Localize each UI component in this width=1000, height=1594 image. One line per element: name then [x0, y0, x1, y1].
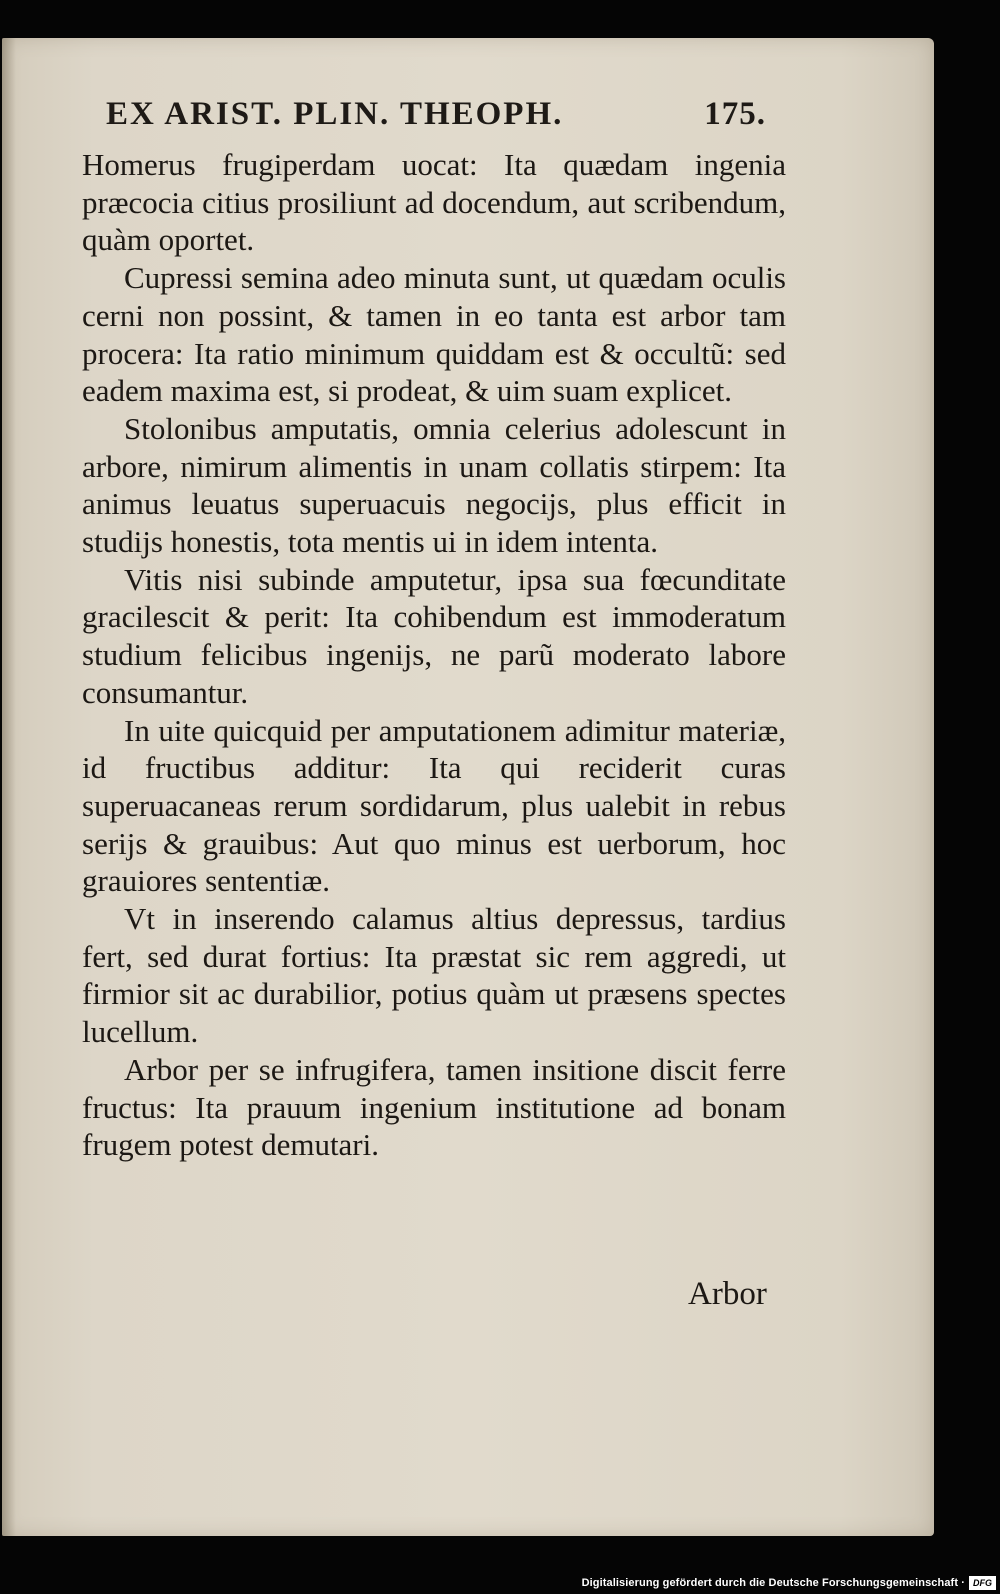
page-gutter-shadow: [2, 38, 16, 1536]
folio-number: 175.: [704, 96, 766, 132]
paragraph: Vitis nisi subinde amputetur, ipsa sua fœcunditate gracilescit & perit: Ita cohibendum est immoderatum studium felicibus ingenijs, ne parũ moderato labore consumantur.: [82, 561, 786, 710]
paragraph: Homerus frugiperdam uocat: Ita quædam ingenia præcocia citius prosiliunt ad docendum, aut scribendum, quàm oportet.: [82, 147, 786, 258]
paragraph: Cupressi semina adeo minuta sunt, ut quædam oculis cerni non possint, & tamen in eo tanta est arbor tam procera: Ita ratio minimum quiddam est & occultũ: sed eadem maxima est, si prodeat, & uim suam explicet.: [82, 260, 786, 409]
paragraph: Vt in inserendo calamus altius depressus, tardius fert, sed durat fortius: Ita præstat sic rem aggredi, ut firmior sit ac durabilior, potius quàm ut præsens spectes lucellum.: [82, 901, 786, 1050]
dfg-logo-icon: DFG: [969, 1576, 996, 1590]
main-text-block: [82, 146, 786, 1164]
paragraph: Arbor per se infrugifera, tamen insitione discit ferre fructus: Ita prauum ingenium institutione ad bonam frugem potest demutari.: [82, 1051, 786, 1163]
running-head: [106, 96, 766, 133]
paragraph: Stolonibus amputatis, omnia celerius adolescunt in arbore, nimirum alimentis in unam collatis stirpem: Ita animus leuatus superuacuis negocijs, plus efficit in studijs honestis, tota mentis ui in idem intenta.: [82, 410, 786, 560]
paragraph: In uite quicquid per amputationem adimitur materiæ, id fructibus additur: Ita qui reciderit curas superuacaneas rerum sordidarum, plus ualebit in rebus serijs & grauibus: Aut quo minus est uerborum, hoc grauiores sententiæ.: [82, 712, 786, 899]
catchword: Arbor: [688, 1276, 767, 1312]
digitization-footer: [0, 1572, 1000, 1594]
funding-credit: Digitalisierung gefördert durch die Deutsche Forschungsgemeinschaft ·: [581, 1577, 965, 1589]
running-head-title: EX ARIST. PLIN. THEOPH.: [106, 96, 564, 132]
